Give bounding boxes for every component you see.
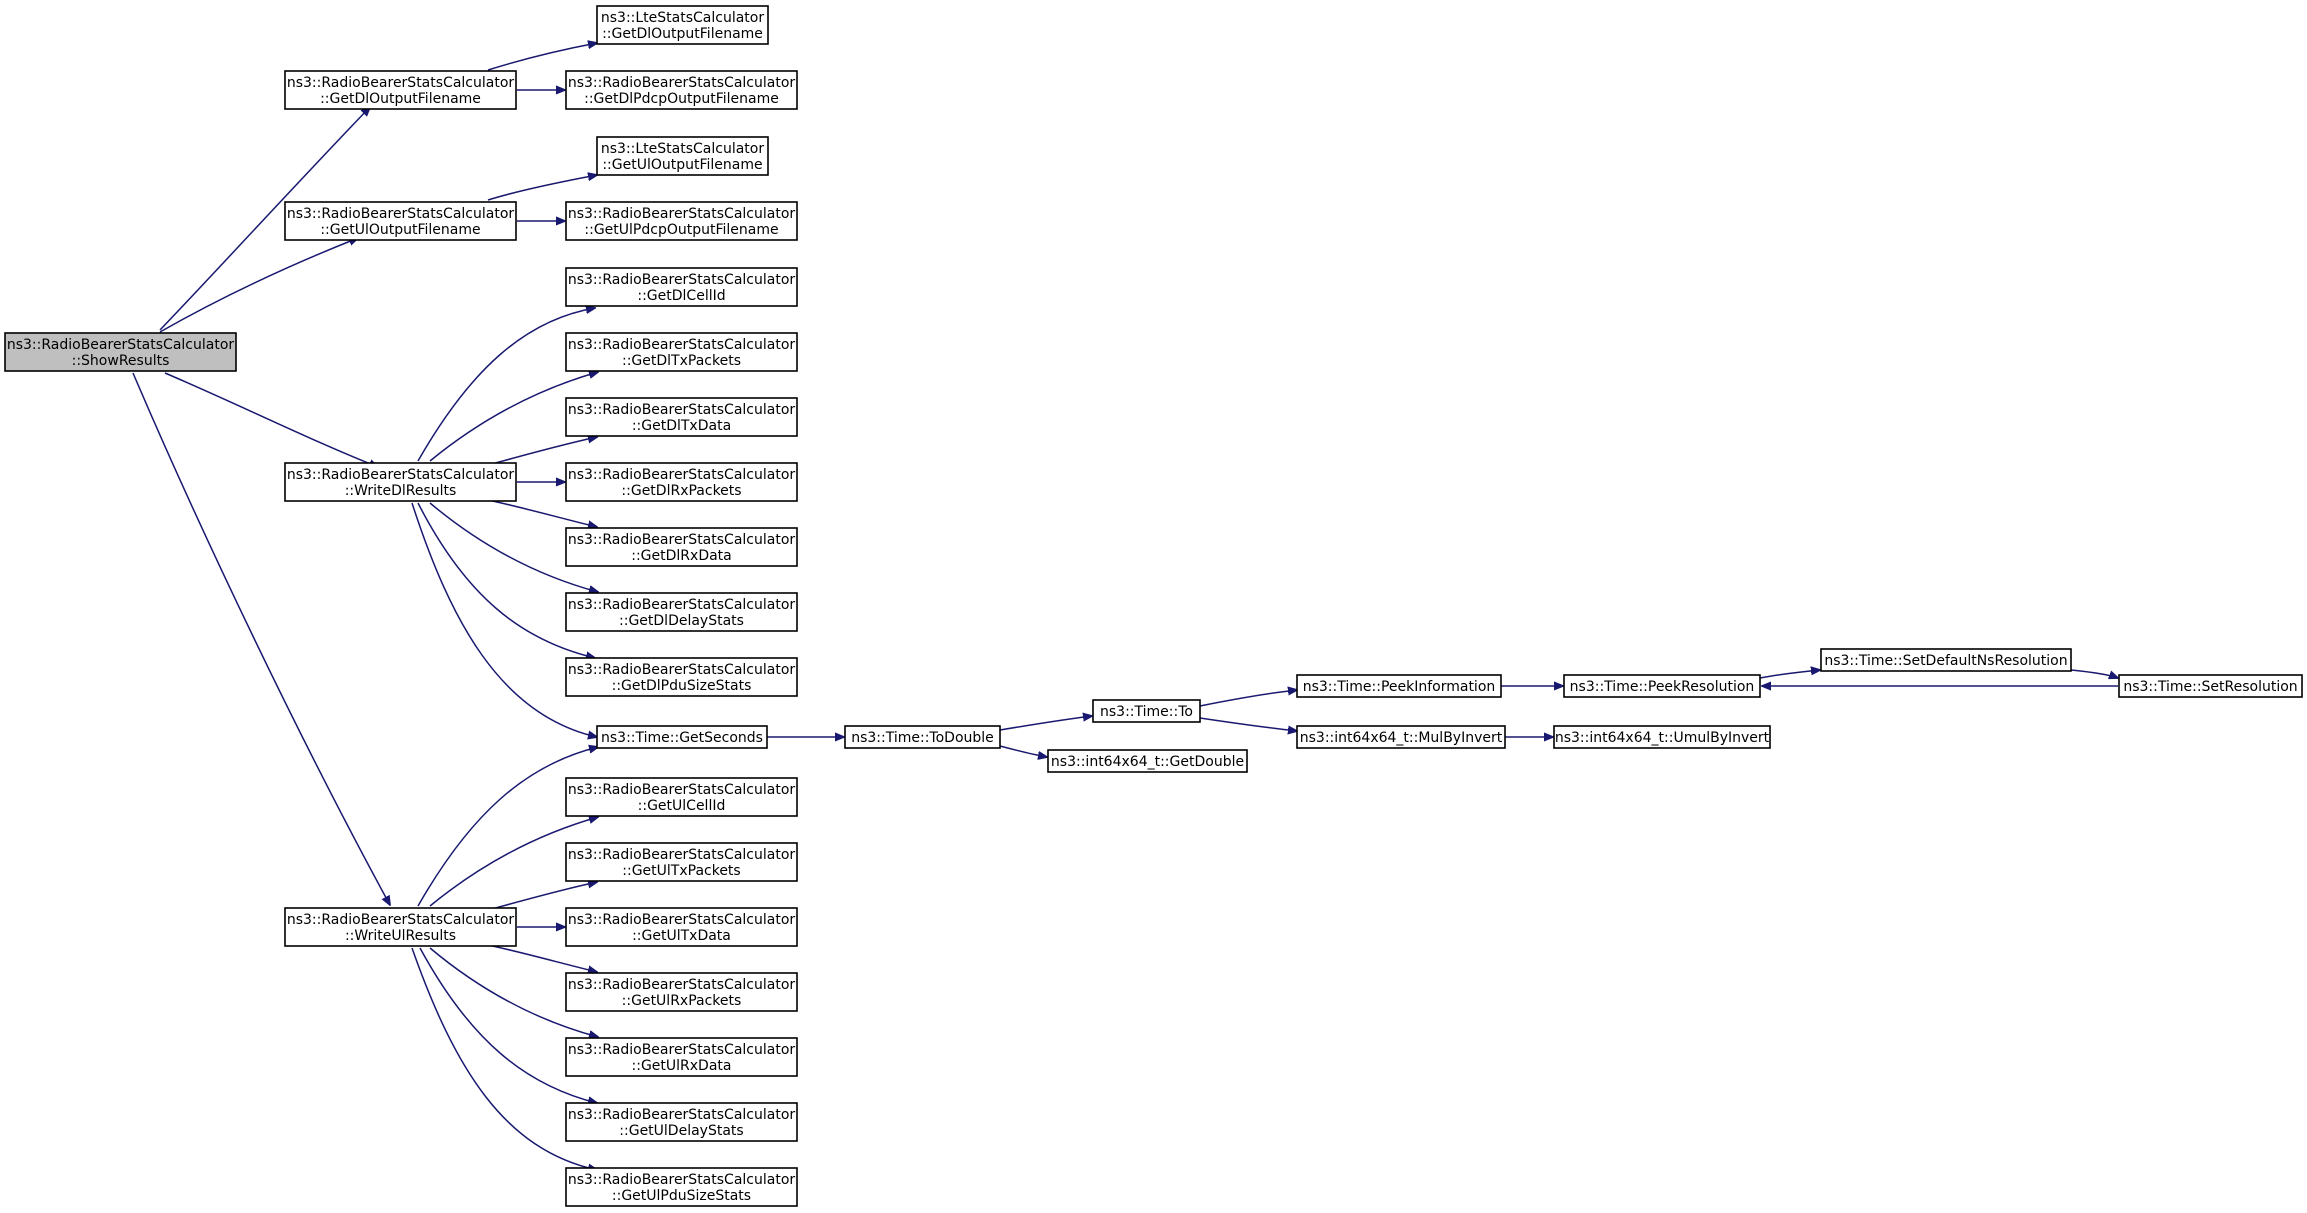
node-get-ul-output-filename-line-1: ns3::RadioBearerStatsCalculator [286, 206, 515, 222]
node-time-set-resolution[interactable] [2119, 675, 2302, 697]
node-get-dl-tx-packets-line-2: ::GetDlTxPackets [622, 353, 741, 369]
node-get-dl-output-filename[interactable] [285, 71, 516, 109]
edge-writeul-gettimeseconds [418, 747, 598, 906]
node-write-dl-results-line-2: ::WriteDlResults [344, 483, 457, 499]
node-get-dl-rx-packets[interactable] [566, 463, 797, 501]
node-get-ul-rx-data-line-1: ns3::RadioBearerStatsCalculator [567, 1042, 796, 1058]
node-get-ul-tx-packets-line-2: ::GetUlTxPackets [622, 863, 741, 879]
node-get-dl-tx-data-line-1: ns3::RadioBearerStatsCalculator [567, 402, 796, 418]
edge-to-peekinformation [1200, 690, 1297, 706]
node-time-set-default-ns-resolution[interactable] [1821, 649, 2071, 671]
node-lte-get-ul-output-filename-line-2: ::GetUlOutputFilename [602, 157, 763, 173]
node-write-ul-results[interactable] [285, 908, 516, 946]
node-get-ul-output-filename-line-2: ::GetUlOutputFilename [320, 222, 481, 238]
node-get-ul-delay-stats-line-2: ::GetUlDelayStats [619, 1123, 744, 1139]
node-get-dl-delay-stats[interactable] [566, 593, 797, 631]
edge-to-mulbyinvert [1200, 718, 1297, 731]
node-time-to-double[interactable] [845, 726, 1000, 748]
node-time-get-seconds[interactable] [597, 726, 767, 748]
node-get-ul-output-filename[interactable] [285, 202, 516, 240]
node-get-dl-cell-id-line-2: ::GetDlCellId [637, 288, 726, 304]
node-get-dl-rx-packets-line-1: ns3::RadioBearerStatsCalculator [567, 467, 796, 483]
node-get-dl-tx-packets-line-1: ns3::RadioBearerStatsCalculator [567, 337, 796, 353]
node-int64-umul-by-invert[interactable] [1554, 726, 1770, 748]
edge-writedl-getdlcellid [418, 308, 595, 461]
node-get-ul-pdcp-output-filename[interactable] [566, 202, 797, 240]
node-get-ul-tx-data-line-1: ns3::RadioBearerStatsCalculator [567, 912, 796, 928]
node-time-peek-resolution-label: ns3::Time::PeekResolution [1569, 679, 1755, 695]
node-get-dl-pdcp-output-filename-line-1: ns3::RadioBearerStatsCalculator [567, 75, 796, 91]
node-get-ul-tx-data-line-2: ::GetUlTxData [632, 928, 731, 944]
node-show-results[interactable] [5, 333, 236, 371]
node-time-to-double-label: ns3::Time::ToDouble [851, 730, 994, 746]
node-time-peek-information[interactable] [1297, 675, 1501, 697]
edge-setdefaultnsresolution-setresolution [2071, 670, 2118, 678]
edge-writedl-getdltxdata [488, 437, 597, 465]
edge-writeul-getuldelaystats [420, 948, 597, 1103]
node-lte-get-dl-output-filename-line-1: ns3::LteStatsCalculator [600, 10, 765, 26]
node-time-to[interactable] [1093, 700, 1200, 722]
node-write-ul-results-line-2: ::WriteUlResults [344, 928, 457, 944]
edge-getuloutputfilename-lte [488, 175, 597, 200]
node-get-dl-output-filename-line-1: ns3::RadioBearerStatsCalculator [286, 75, 515, 91]
node-lte-get-dl-output-filename-line-2: ::GetDlOutputFilename [602, 26, 763, 42]
node-get-ul-tx-packets[interactable] [566, 843, 797, 881]
node-time-set-resolution-label: ns3::Time::SetResolution [2123, 679, 2298, 695]
node-show-results-line-2: ::ShowResults [71, 353, 170, 369]
node-get-dl-pdcp-output-filename-line-2: ::GetDlPdcpOutputFilename [584, 91, 779, 107]
node-get-dl-rx-data-line-2: ::GetDlRxData [631, 548, 732, 564]
node-time-peek-information-label: ns3::Time::PeekInformation [1302, 679, 1496, 695]
node-get-ul-tx-packets-line-1: ns3::RadioBearerStatsCalculator [567, 847, 796, 863]
node-get-ul-rx-data[interactable] [566, 1038, 797, 1076]
node-time-peek-resolution[interactable] [1564, 675, 1760, 697]
node-lte-get-ul-output-filename[interactable] [597, 137, 768, 175]
node-get-dl-rx-packets-line-2: ::GetDlRxPackets [621, 483, 742, 499]
node-get-ul-delay-stats-line-1: ns3::RadioBearerStatsCalculator [567, 1107, 796, 1123]
node-int64-get-double[interactable] [1048, 750, 1247, 772]
node-int64-mul-by-invert-label: ns3::int64x64_t::MulByInvert [1299, 730, 1503, 746]
node-lte-get-dl-output-filename[interactable] [597, 6, 768, 44]
node-get-ul-delay-stats[interactable] [566, 1103, 797, 1141]
node-get-ul-pdu-size-stats-line-1: ns3::RadioBearerStatsCalculator [567, 1172, 796, 1188]
node-write-dl-results-line-1: ns3::RadioBearerStatsCalculator [286, 467, 515, 483]
node-get-ul-rx-packets-line-2: ::GetUlRxPackets [621, 993, 742, 1009]
edge-peekresolution-setdefaultnsresolution [1760, 670, 1820, 678]
node-int64-mul-by-invert[interactable] [1297, 726, 1505, 748]
edge-writedl-getdlpdusizestats [418, 503, 595, 658]
node-get-dl-tx-data-line-2: ::GetDlTxData [631, 418, 732, 434]
node-get-dl-pdu-size-stats-line-2: ::GetDlPduSizeStats [611, 678, 752, 694]
node-get-ul-rx-data-line-2: ::GetUlRxData [631, 1058, 732, 1074]
edge-showresults-writedlresults [165, 373, 378, 467]
node-get-dl-cell-id[interactable] [566, 268, 797, 306]
node-get-dl-rx-data-line-1: ns3::RadioBearerStatsCalculator [567, 532, 796, 548]
node-get-ul-cell-id[interactable] [566, 778, 797, 816]
node-get-dl-pdu-size-stats[interactable] [566, 658, 797, 696]
node-show-results-line-1: ns3::RadioBearerStatsCalculator [6, 337, 235, 353]
edge-getdloutputfilename-lte [488, 43, 597, 70]
node-get-ul-pdcp-output-filename-line-2: ::GetUlPdcpOutputFilename [584, 222, 779, 238]
node-get-dl-rx-data[interactable] [566, 528, 797, 566]
node-write-dl-results[interactable] [285, 463, 516, 501]
node-get-dl-cell-id-line-1: ns3::RadioBearerStatsCalculator [567, 272, 796, 288]
node-get-dl-tx-data[interactable] [566, 398, 797, 436]
node-get-dl-pdcp-output-filename[interactable] [566, 71, 797, 109]
node-get-dl-pdu-size-stats-line-1: ns3::RadioBearerStatsCalculator [567, 662, 796, 678]
edge-todouble-getdouble [1000, 746, 1047, 757]
node-get-ul-cell-id-line-2: ::GetUlCellId [637, 798, 726, 814]
node-get-ul-rx-packets[interactable] [566, 973, 797, 1011]
edge-writedl-getdlrxdata [488, 500, 597, 527]
node-get-dl-tx-packets[interactable] [566, 333, 797, 371]
node-get-dl-output-filename-line-2: ::GetDlOutputFilename [320, 91, 481, 107]
edge-showresults-writeulresults [133, 373, 390, 905]
node-time-to-label: ns3::Time::To [1100, 704, 1193, 720]
edge-writeul-getulrxpackets [488, 945, 597, 972]
node-lte-get-ul-output-filename-line-1: ns3::LteStatsCalculator [600, 141, 765, 157]
node-time-set-default-ns-resolution-label: ns3::Time::SetDefaultNsResolution [1824, 653, 2068, 669]
edge-writeul-getultxpackets [488, 882, 597, 910]
node-get-dl-delay-stats-line-1: ns3::RadioBearerStatsCalculator [567, 597, 796, 613]
edge-showresults-getuloutputfilename [160, 238, 358, 332]
node-int64-get-double-label: ns3::int64x64_t::GetDouble [1050, 754, 1245, 770]
node-get-ul-cell-id-line-1: ns3::RadioBearerStatsCalculator [567, 782, 796, 798]
node-get-dl-delay-stats-line-2: ::GetDlDelayStats [619, 613, 744, 629]
node-get-ul-pdu-size-stats[interactable] [566, 1168, 797, 1206]
node-write-ul-results-line-1: ns3::RadioBearerStatsCalculator [286, 912, 515, 928]
node-get-ul-rx-packets-line-1: ns3::RadioBearerStatsCalculator [567, 977, 796, 993]
node-get-ul-tx-data[interactable] [566, 908, 797, 946]
node-time-get-seconds-label: ns3::Time::GetSeconds [601, 730, 763, 746]
node-get-ul-pdcp-output-filename-line-1: ns3::RadioBearerStatsCalculator [567, 206, 796, 222]
edge-todouble-to [1000, 716, 1092, 730]
node-int64-umul-by-invert-label: ns3::int64x64_t::UmulByInvert [1554, 730, 1770, 746]
node-get-ul-pdu-size-stats-line-2: ::GetUlPduSizeStats [611, 1188, 752, 1204]
